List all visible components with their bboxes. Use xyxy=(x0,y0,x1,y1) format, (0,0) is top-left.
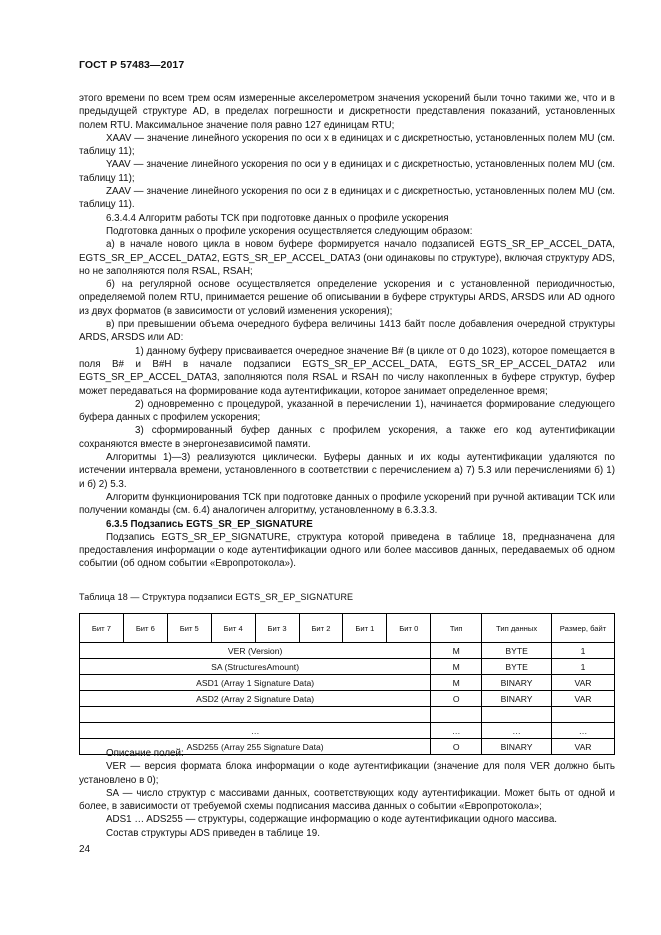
header-cell: Тип данных xyxy=(482,614,552,643)
field-name-cell: ASD255 (Array 255 Signature Data) xyxy=(80,739,431,755)
type-cell: M xyxy=(431,659,482,675)
size-cell: … xyxy=(552,723,615,739)
data-type-cell: BINARY xyxy=(482,691,552,707)
header-cell: Бит 4 xyxy=(211,614,255,643)
page-number: 24 xyxy=(79,844,91,855)
size-cell xyxy=(552,707,615,723)
table-row xyxy=(80,643,615,659)
paragraph: этого времени по всем трем осям измеренные акселерометром значения ускорений были точно такими же, что и в предыдущей структуре AD, в пределах погрешности и дискретности представления показаний, установленных полем RTU. Максимальное значение поля равно 127 единицам RTU; xyxy=(79,93,615,131)
document-header: ГОСТ Р 57483—2017 xyxy=(79,59,185,71)
field-name-cell: VER (Version) xyxy=(80,643,431,659)
type-cell: M xyxy=(431,675,482,691)
table-row xyxy=(80,707,615,723)
table-row xyxy=(80,723,615,739)
paragraph: XAAV — значение линейного ускорения по оси x в единицах и с дискретностью, установленных полем MU (см. таблицу 11); xyxy=(79,132,615,158)
data-type-cell: BINARY xyxy=(482,675,552,691)
data-type-cell: BYTE xyxy=(482,659,552,675)
paragraph: YAAV — значение линейного ускорения по оси y в единицах и с дискретностью, установленных полем MU (см. таблицу 11); xyxy=(79,159,615,184)
field-description xyxy=(79,747,615,840)
paragraph: ZAAV — значение линейного ускорения по оси z в единицах и с дискретностью, установленных полем MU (см. таблицу 11). xyxy=(79,186,615,211)
field-name-cell: SA (StructuresAmount) xyxy=(80,659,431,675)
data-type-cell: … xyxy=(482,723,552,739)
header-cell: Бит 0 xyxy=(387,614,431,643)
field-name-cell: ASD1 (Array 1 Signature Data) xyxy=(80,675,431,691)
type-cell: O xyxy=(431,739,482,755)
size-cell: 1 xyxy=(552,659,615,675)
list-item: в) при превышении объема очередного буфера величины 1413 байт после добавления очередной структуры ARDS, ARSDS или AD: xyxy=(79,319,615,344)
paragraph: Подзапись EGTS_SR_EP_SIGNATURE, структура которой приведена в таблице 18, предназначена для предоставления информации о коде аутентификации одного или более массивов данных, передаваемых об одном событии (об одном событии «Европротокола»). xyxy=(79,531,615,570)
field-name-cell: … xyxy=(80,723,431,739)
paragraph: VER — версия формата блока информации о коде аутентификации (значение для поля VER должно быть установлено в 0); xyxy=(79,761,615,786)
header-cell: Бит 1 xyxy=(343,614,387,643)
type-cell: O xyxy=(431,691,482,707)
table-row xyxy=(80,675,615,691)
body-text xyxy=(79,92,615,571)
type-cell: M xyxy=(431,643,482,659)
header-cell: Размер, байт xyxy=(552,614,615,643)
sub-list-item: 2) одновременно с процедурой, указанной в перечислении 1), начинается формирование следующего буфера данных с профилем ускорения; xyxy=(79,398,615,424)
table-caption: Таблица 18 — Структура подзаписи EGTS_SR_EP_SIGNATURE xyxy=(79,592,354,602)
paragraph: Описание полей: xyxy=(106,748,184,759)
paragraph: Состав структуры ADS приведен в таблице 19. xyxy=(106,827,320,839)
type-cell xyxy=(431,707,482,723)
paragraph: SA — число структур с массивами данных, соответствующих коду аутентификации. Может быть от одной и более, в зависимости от требуемой схемы подписания массива данных о событии «Европротокола»; xyxy=(79,787,615,813)
field-name-cell: ASD2 (Array 2 Signature Data) xyxy=(80,691,431,707)
header-cell: Бит 3 xyxy=(255,614,299,643)
list-item: б) на регулярной основе осуществляется определение ускорения и с установленной периодичностью, определяемой полем RTU, принимается решение об описывании в буфере структуры ARDS, ARSDS или AD одного из двух форматов (в зависимости от условий изменения ускорения); xyxy=(79,279,615,317)
structure-table xyxy=(79,613,615,755)
sub-list-item: 3) сформированный буфер данных с профилем ускорения, а также его код аутентификации сохраняются вместе в энергонезависимой памяти. xyxy=(79,425,615,450)
data-type-cell: BYTE xyxy=(482,643,552,659)
size-cell: 1 xyxy=(552,643,615,659)
table-header-row xyxy=(80,614,615,643)
section-heading: 6.3.5 Подзапись EGTS_SR_EP_SIGNATURE xyxy=(106,518,313,530)
size-cell: VAR xyxy=(552,675,615,691)
header-cell: Тип xyxy=(431,614,482,643)
header-cell: Бит 7 xyxy=(80,614,124,643)
paragraph: Алгоритмы 1)—3) реализуются циклически. Буферы данных и их коды аутентификации удаляются по истечении интервала времени, установленного в соответствии с перечислением а) 7) 5.3 или перечислениями б) 1) и б) 2) 5.3. xyxy=(79,452,615,490)
header-cell: Бит 2 xyxy=(299,614,343,643)
table-row xyxy=(80,691,615,707)
field-name-cell xyxy=(80,707,431,723)
size-cell: VAR xyxy=(552,739,615,755)
data-type-cell xyxy=(482,707,552,723)
data-type-cell: BINARY xyxy=(482,739,552,755)
size-cell: VAR xyxy=(552,691,615,707)
header-cell: Бит 5 xyxy=(167,614,211,643)
table-row xyxy=(80,659,615,675)
paragraph: ADS1 … ADS255 — структуры, содержащие информацию о коде аутентификации одного массива. xyxy=(106,814,558,826)
paragraph: Алгоритм функционирования ТСК при подготовке данных о профиле ускорений при ручной активации ТСК или получении команды (см. 6.4) аналогичен алгоритму, установленному в 6.3.3.3. xyxy=(79,491,615,517)
header-cell: Бит 6 xyxy=(123,614,167,643)
sub-list-item: 1) данному буферу присваивается очередное значение B# (в цикле от 0 до 1023), которое помещается в поля B# и B#H в начале подзаписи EGTS_SR_EP_ACCEL_DATA, EGTS_SR_EP_ACCEL_DATA2 или EGTS_SR_EP_ACCEL_DATA3, заполняются поля RSAL и RSAH по числу накопленных в буфере структур, буфер может передаваться на формирование кода аутентификации, которое занимает определенное время; xyxy=(79,345,615,397)
list-item: а) в начале нового цикла в новом буфере формируется начало подзаписей EGTS_SR_EP_ACCEL_DATA, EGTS_SR_EP_ACCEL_DATA2, EGTS_SR_EP_ACCEL_DATA3 (они одинаковы по структуре), включая структуру ADS, но не заполняются поля RSAL, RSAH; xyxy=(79,239,615,277)
subsection-heading: 6.3.4.4 Алгоритм работы ТСК при подготовке данных о профиле ускорения xyxy=(106,212,449,224)
type-cell: … xyxy=(431,723,482,739)
paragraph: Подготовка данных о профиле ускорения осуществляется следующим образом: xyxy=(106,225,473,237)
